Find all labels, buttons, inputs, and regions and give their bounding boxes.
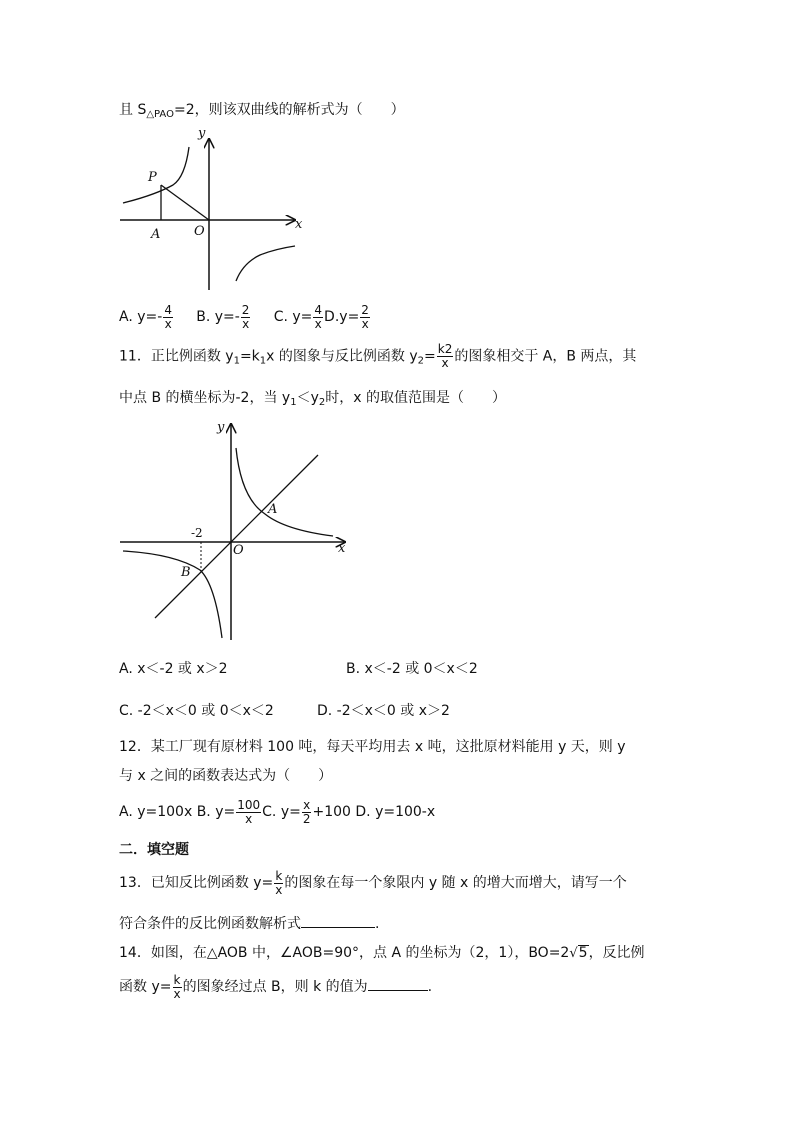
q10-stem-subscript: △PAO	[146, 109, 174, 120]
q11-label-a: A	[268, 502, 278, 517]
q10-label-y: y	[198, 126, 206, 141]
q12-stem-line1: 12．某工厂现有原材料 100 吨，每天平均用去 x 吨，这批原材料能用 y 天，则 y	[119, 739, 626, 755]
q10-stem-text-a: 且 S	[119, 102, 147, 118]
q13-answer-blank[interactable]	[301, 913, 375, 928]
q14-stem-line1: 14．如图，在△AOB 中，∠AOB=90°，点 A 的坐标为（2，1），BO=2√5，反比例	[119, 945, 645, 961]
q13-stem-line1: 13．已知反比例函数 y= $\frac{k}{x}$ 的图象在每一个象限内 y 随 x 的增大而增大，请写一个	[119, 868, 627, 897]
q13-stem-line2: 符合条件的反比例函数解析式 .	[119, 913, 379, 934]
q10-stem	[119, 100, 405, 120]
q11-line-y1	[155, 455, 318, 618]
q10-option-b[interactable]: B. y=- $\frac{2}{x}$	[196, 302, 250, 331]
q11-figure	[115, 418, 355, 648]
q12-option-c-d[interactable]: C. y= $\frac{x}{2}$ +100 D. y=100-x	[262, 797, 436, 826]
q11-label-y: y	[217, 420, 225, 435]
q10-label-o: O	[194, 224, 205, 239]
q11-label-x: x	[338, 541, 346, 556]
q11-option-b[interactable]: B. x＜-2 或 0＜x＜2	[346, 661, 478, 677]
q12-stem-line2: 与 x 之间的函数表达式为（ ）	[119, 768, 333, 784]
q10-option-a[interactable]: A. y=- $\frac{4}{x}$	[119, 302, 172, 331]
q14-stem-line2: 函数 y= $\frac{k}{x}$ 的图象经过点 B，则 k 的值为 .	[119, 972, 433, 1001]
q10-segment-po	[161, 185, 209, 220]
q10-figure	[115, 125, 315, 295]
q10-label-x: x	[295, 217, 303, 232]
q10-hyperbola-branch-right	[236, 246, 295, 281]
q11-option-c[interactable]: C. -2＜x＜0 或 0＜x＜2	[119, 703, 274, 719]
q10-option-c[interactable]: C. y= $\frac{4}{x}$ D.	[273, 302, 340, 331]
q11-label-o: O	[233, 543, 244, 558]
q10-stem-text-b: =2，则该双曲线的解析式为（ ）	[173, 102, 405, 118]
q11-label-minus2: -2	[191, 526, 203, 540]
q11-label-b: B	[181, 565, 191, 580]
q14-sqrt-radicand: 5	[578, 945, 588, 961]
q10-option-d[interactable]: y= $\frac{2}{x}$	[339, 302, 369, 331]
q11-hyperbola-branch-left	[123, 551, 222, 638]
section-heading-fill-blank: 二．填空题	[119, 842, 189, 858]
q11-option-d[interactable]: D. -2＜x＜0 或 x＞2	[317, 703, 450, 719]
q11-option-a[interactable]: A. x＜-2 或 x＞2	[119, 661, 228, 677]
q11-stem-line1: 11．正比例函数 $y_1=k_1x$ 的图象与反比例函数 $y_2=$ $\frac{k2}{x}$ 的图象相交于 A，B 两点，其	[119, 342, 637, 370]
q12-options	[119, 797, 435, 827]
q10-label-p: P	[148, 170, 157, 185]
q10-options	[119, 302, 371, 332]
q14-answer-blank[interactable]	[368, 976, 428, 991]
q10-label-a: A	[151, 227, 161, 242]
q11-stem-line2: 中点 B 的横坐标为-2，当 $y_1<y_2$时，x 的取值范围是（ ）	[119, 390, 506, 408]
q12-option-a-b[interactable]: A. y=100x B. y= $\frac{100}{x}$	[119, 797, 261, 826]
